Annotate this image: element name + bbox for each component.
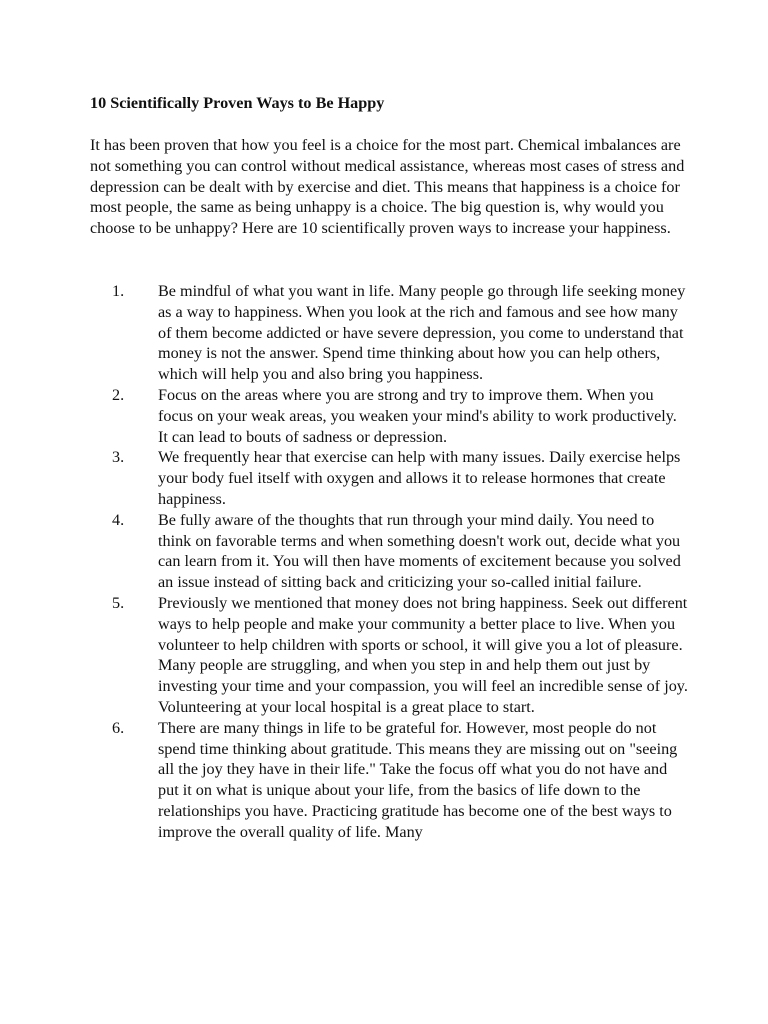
intro-paragraph: It has been proven that how you feel is a choice for the most part. Chemical imbalances are not something you can control without medical assistance, whereas most cases of stress and depression can be dealt with by exercise and diet. This means that happiness is a choice for most people, the same as being unhappy is a choice. The big question is, why would you choose to be unhappy? Here are 10 scientifically proven ways to increase your happiness. bbox=[90, 136, 685, 238]
list-item bbox=[90, 510, 690, 593]
list-item-text: Previously we mentioned that money does not bring happiness. Seek out different ways to help people and make your community a better place to live. When you volunteer to help children with sports or school, it will give you a lot of pleasure. Many people are struggling, and when you step in and help them out just by investing your time and your compassion, you will feel an incredible sense of joy. Volunteering at your local hospital is a great place to start. bbox=[158, 593, 688, 716]
list-item-text: Be mindful of what you want in life. Many people go through life seeking money as a way to happiness. When you look at the rich and famous and see how many of them become addicted or have severe depression, you come to understand that money is not the answer. Spend time thinking about how you can help others, which will help you and also bring you happiness. bbox=[158, 282, 686, 384]
list-item-text: We frequently hear that exercise can help with many issues. Daily exercise helps your body fuel itself with oxygen and allows it to release hormones that create happiness. bbox=[158, 448, 681, 508]
list-item-text: Be fully aware of the thoughts that run through your mind daily. You need to think on favorable terms and when something doesn't work out, decide what you can learn from it. You will then have moments of excitement because you solved an issue instead of sitting back and criticizing your so-called initial failure. bbox=[158, 510, 681, 592]
list-item-number: 4. bbox=[112, 510, 125, 529]
numbered-list bbox=[90, 281, 690, 843]
list-item bbox=[90, 447, 690, 509]
list-item bbox=[90, 718, 690, 843]
list-item bbox=[90, 281, 690, 385]
document-title: 10 Scientifically Proven Ways to Be Happy bbox=[90, 94, 385, 112]
list-item-text: There are many things in life to be grateful for. However, most people do not spend time thinking about gratitude. This means they are missing out on "seeing all the joy they have in their life." Take the focus off what you do not have and put it on what is unique about your life, from the basics of life down to the relationships you have. Practicing gratitude has become one of the best ways to improve the overall quality of life. Many bbox=[158, 718, 678, 841]
list-item bbox=[90, 593, 690, 718]
list-item-number: 5. bbox=[112, 593, 125, 612]
list-item-number: 2. bbox=[112, 385, 125, 404]
list-item bbox=[90, 385, 690, 447]
list-item-text: Focus on the areas where you are strong and try to improve them. When you focus on your weak areas, you weaken your mind's ability to work productively. It can lead to bouts of sadness or depression. bbox=[158, 385, 677, 446]
list-item-number: 6. bbox=[112, 718, 125, 737]
list-item-number: 3. bbox=[112, 448, 125, 467]
list-item-number: 1. bbox=[112, 282, 125, 300]
